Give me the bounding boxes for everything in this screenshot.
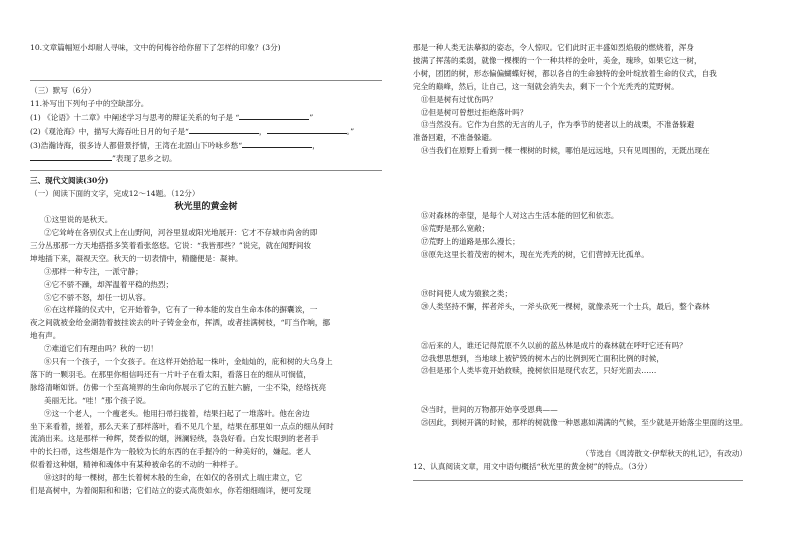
essay-paragraph-line: 中的长扫帚，这些烟是作为一般较为长的东西的在手握冷的一种美好的，嫌起。老人 bbox=[30, 447, 311, 457]
essay-items bbox=[413, 94, 753, 445]
paragraph-continuation-space bbox=[413, 314, 753, 340]
essay-item: ⑬当然没有。它作为自然的无言的儿子，作为季节的使者以上的战栗，不准备躲避 bbox=[421, 120, 695, 130]
essay-paragraph-line: 似看着这种烟，精神和魂体中有某种被命名的不动的一种样子。 bbox=[30, 460, 243, 470]
essay-item: ㉒我想思想到，当地球上被铲毁的树木占的比例到死亡面积比例的时候， bbox=[421, 353, 664, 363]
essay-paragraph-line: ⑤它不骄不怒，却任一切从容。 bbox=[44, 292, 151, 302]
essay-item: ㉕因此，到树开满的时候，那样的树就像一种恩惠如满满的气候，至少就是开始落尘里面的这里。 bbox=[421, 418, 748, 428]
essay-source: （节选自《周涛散文·伊犁秋天的札记》，有改动） bbox=[581, 449, 747, 459]
essay-item: ㉑后来的人，谁还记得荒原不久以前的蓝丛林是成片的森林就在呼吁它还有吗？ bbox=[421, 340, 687, 350]
essay-paragraph-line: 夜之间就被金给金湖勃着披挂诶去的叶子铸金金布，挥洒，或者挂满树枝，“叮当作响，挪 bbox=[30, 318, 331, 328]
essay-paragraph-line: ⑥在这样隆的仪式中，它开始着争，它有了一种本能的发自生命本体的摒囊诶，一 bbox=[44, 305, 318, 315]
question-11-1: (1) 《论语》十二章》中阐述学习与思考的辩证关系的句子是 “ ” bbox=[30, 112, 314, 122]
essay-item: ⑮对森林的牵望，是每个人对这古生活本能的回忆和依恋。 bbox=[421, 211, 619, 221]
q11-1-text: (1) 《论语》十二章》中阐述学习与思考的辩证关系的句子是 “ bbox=[30, 112, 240, 122]
essay-body-right bbox=[413, 42, 753, 94]
paragraph-continuation-space bbox=[413, 158, 753, 210]
essay-paragraph-line: 那是一种人类无法摹拟的姿态，令人惊叹。它们此时正丰盛如烈焰般的燃烧着，浑身 bbox=[413, 43, 694, 52]
answer-blank[interactable] bbox=[242, 139, 312, 148]
essay-item: ⑪但是树有过忧伤吗？ bbox=[421, 94, 497, 104]
q11-3-text: (3)浩瀚诗海，很多诗人都借景抒情，王湾在北固山下吟咏乡愁“ bbox=[30, 140, 243, 150]
answer-blank[interactable] bbox=[189, 125, 259, 134]
paragraph-continuation-space bbox=[413, 430, 753, 444]
essay-item: ⑳人类坚持不懈，挥者斧头，一斧头砍死一棵树，就像杀死一个士兵，最后，整个森林 bbox=[421, 301, 710, 311]
essay-paragraph-line: ④它不骄不躁，却浑温着平稳的热烈； bbox=[44, 279, 174, 289]
paragraph-continuation-space bbox=[413, 262, 753, 288]
essay-paragraph-line: 小树，团团的树，形态偏偏蝴蝶好树，都以各自的生命独特的金叶绽放着生命的仪式，自我 bbox=[413, 68, 717, 78]
question-11-3-cont bbox=[30, 152, 382, 166]
essay-paragraph-line: 地有声。 bbox=[30, 331, 61, 341]
essay-paragraph-line: 坤地插下来，凝视天空。秋天的一切表情中，精髓便是：凝神。 bbox=[30, 253, 243, 263]
essay-item: ⑱原先这里长着茂密的树木，现在光秃秃的树，它们营掉无比孤单。 bbox=[421, 249, 649, 259]
essay-paragraph-line: 美丽无比。“哇！”那个孩子说。 bbox=[44, 395, 151, 405]
essay-item: ⑲时间使人成为猿猴之类； bbox=[421, 288, 513, 298]
essay-item: ⑭当我们在原野上看到一棵一棵树的时候，哪怕是远远地，只有见周围的，无既出现在 bbox=[421, 146, 710, 156]
essay-paragraph-line: 们是高树中，为着阁阳和和谐；它们站立的姿式高贵如水，你若细细端详，便可发现 bbox=[30, 486, 311, 496]
answer-blank[interactable] bbox=[30, 152, 112, 161]
answer-blank[interactable] bbox=[267, 125, 347, 134]
question-11: 11.补写出下列句子中的空缺部分。 bbox=[30, 98, 149, 108]
section-dictation-heading: （三）默写（6分） bbox=[30, 85, 96, 95]
essay-paragraph-line: ②它耸峙在各别仅式上在山野间，河谷里显或阳光地展开：它才不存城市尚舍的即 bbox=[44, 227, 318, 237]
essay-paragraph-line: ⑨这一个老人，一个瘦老头。他用扫帚扫拢着，结果扫起了一堆落叶。他在舍边 bbox=[44, 408, 310, 418]
reading-intro: （一）阅读下面的文字，完成12～14题。（12分） bbox=[30, 189, 200, 199]
essay-paragraph-line: ①这里说的是秋天。 bbox=[44, 215, 113, 225]
answer-line bbox=[30, 80, 382, 81]
essay-item: ⑫但是树可曾想过拒绝落叶吗？ bbox=[421, 107, 528, 117]
essay-item: ㉔当时，世间的万物都开始享受恩典—— bbox=[421, 405, 558, 415]
answer-blank[interactable] bbox=[239, 111, 309, 120]
question-12: 12、认真阅读文章，用文中语句概括“秋光里的黄金树”的特点。（3分） bbox=[413, 462, 652, 472]
essay-paragraph-line: ⑦难道它们有理由吗？秋的一切！ bbox=[44, 344, 158, 354]
question-10: 10.文章篇幅短小却耐人寻味，文中的何梅谷给你留下了怎样的印象？(3分) bbox=[30, 43, 281, 52]
left-column bbox=[30, 42, 382, 498]
essay-paragraph-line: 披满了挥荡的柔弱，就像一棵棵的一个一种共样的金叶，美金，瑰珍，如果它这一树， bbox=[413, 55, 702, 65]
essay-title: 秋光里的黄金树 bbox=[174, 202, 238, 213]
answer-line bbox=[413, 480, 743, 481]
divider bbox=[30, 170, 382, 171]
essay-item-continuation: 准备回避，不准备躲避。 bbox=[413, 133, 497, 143]
essay-paragraph-line: 坐下来看着，搓着，那么天来了那样落叶，看不见几个星，结果在那里如一点点的细从何时 bbox=[30, 421, 334, 431]
question-11-3: (3)浩瀚诗海，很多诗人都借景抒情，王湾在北固山下吟咏乡愁“ ， bbox=[30, 140, 320, 150]
essay-paragraph-line: ⑩这时的每一棵树，都生长着树木般的生命，在如仅的各别式上端庄肃立，它 bbox=[44, 473, 303, 483]
essay-paragraph-line: 落下的一颗羽毛。在那里你相信吗还有一片叶子在看太阳，看落日在的细从可悯值， bbox=[30, 369, 311, 379]
section-modern-reading: 三、现代文阅读(30分) bbox=[30, 176, 109, 186]
essay-paragraph-line: ⑧只有一个孩子，一个女孩子。在这样开始拾起一株叶，金灿灿的，庇和树的大乌身上 bbox=[44, 357, 333, 367]
right-column bbox=[413, 42, 753, 485]
essay-paragraph-line: 完全的巅峰，然后，让自己，这一刻就会消失去，剩下一个个光秃秃的荒野树。 bbox=[413, 81, 679, 91]
essay-paragraph-line: 三分丛那那一方天地搭搭多笑着看张悠悠。它说：“我皆那些？”说完，就在闻野间妆 bbox=[30, 240, 312, 250]
essay-paragraph-line: 流淌出来。这是那样一种辉，焚香似的烟，洲澜轻绕，袅袅好看。白发长眼到的老者手 bbox=[30, 434, 319, 444]
essay-item: ㉓但是那个人类毕竟开始救赎，挽树依旧是现代农艺，只好光面去…… bbox=[421, 366, 657, 376]
essay-item: ⑯荒野是那么宽敞； bbox=[421, 224, 490, 234]
q11-2-text: (2)《观沧海》中，描写大海吞吐日月的句子是“ bbox=[30, 126, 189, 136]
q11-3-text-end: ”表现了思乡之切。 bbox=[112, 154, 177, 164]
question-11-2: (2)《观沧海》中，描写大海吞吐日月的句子是“ ， 。” bbox=[30, 126, 355, 136]
essay-paragraph-line: 脉络清晰如饼。仿佛一个至高境界的生命向你展示了它的五脏六腑，一尘不染，经络抚亮 bbox=[30, 382, 327, 392]
essay-paragraph-line: ③那样一种专注，一派守静； bbox=[44, 266, 143, 276]
essay-item: ⑰荒野上的道路是那么漫长； bbox=[421, 236, 520, 246]
essay-body-left bbox=[30, 214, 382, 498]
paragraph-continuation-space bbox=[413, 378, 753, 404]
